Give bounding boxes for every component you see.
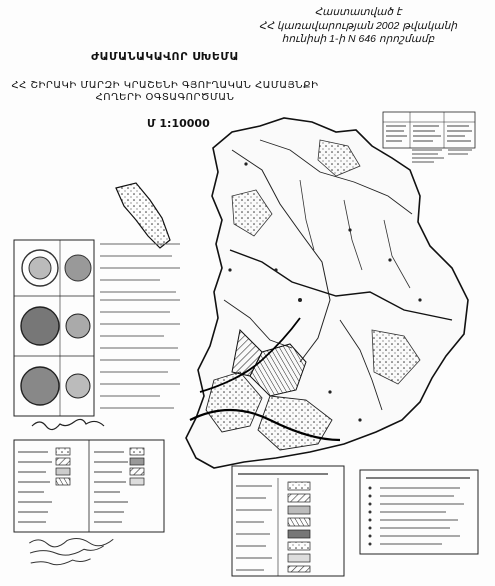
map-legend xyxy=(14,419,164,532)
decision-line-1: ՀՀ կառավարության 2002 թվականի xyxy=(258,19,458,32)
parcel-legend xyxy=(360,470,478,554)
land-use-legend xyxy=(232,466,344,576)
handwritten-notes xyxy=(27,527,149,574)
map-subtitle-line-1: ՀՀ ՇԻՐԱԿԻ ՄԱՐԶԻ ԿՐԱՇԵՆԻ ԳՅՈՒՂԱԿԱՆ ՀԱՄԱՅՆՔԻ xyxy=(11,80,319,91)
decision-line-2: հունիսի 1-ի N 646 որոշմամբ xyxy=(281,33,435,45)
handwritten-signature xyxy=(32,419,104,429)
handwritten-signature xyxy=(27,527,149,571)
round-seal xyxy=(21,307,59,345)
round-seal xyxy=(65,255,91,281)
round-seal xyxy=(66,314,90,338)
map-title: ԺԱՄԱՆԱԿԱՎՈՐ ՍԽԵՄԱ xyxy=(91,50,239,63)
parcel-index-table xyxy=(383,112,475,162)
round-seal xyxy=(66,374,90,398)
map-scale: Մ 1:10000 xyxy=(147,117,210,130)
detached-parcel xyxy=(116,183,170,248)
approval-label: Հաստատված է xyxy=(314,6,402,18)
stamps-panel xyxy=(14,240,180,416)
round-seal xyxy=(21,367,59,405)
community-territory xyxy=(186,118,468,468)
round-seal xyxy=(22,250,58,286)
map-subtitle-line-2: ՀՈՂԵՐԻ ՕԳՏԱԳՈՐԾՄԱՆ xyxy=(95,92,235,103)
